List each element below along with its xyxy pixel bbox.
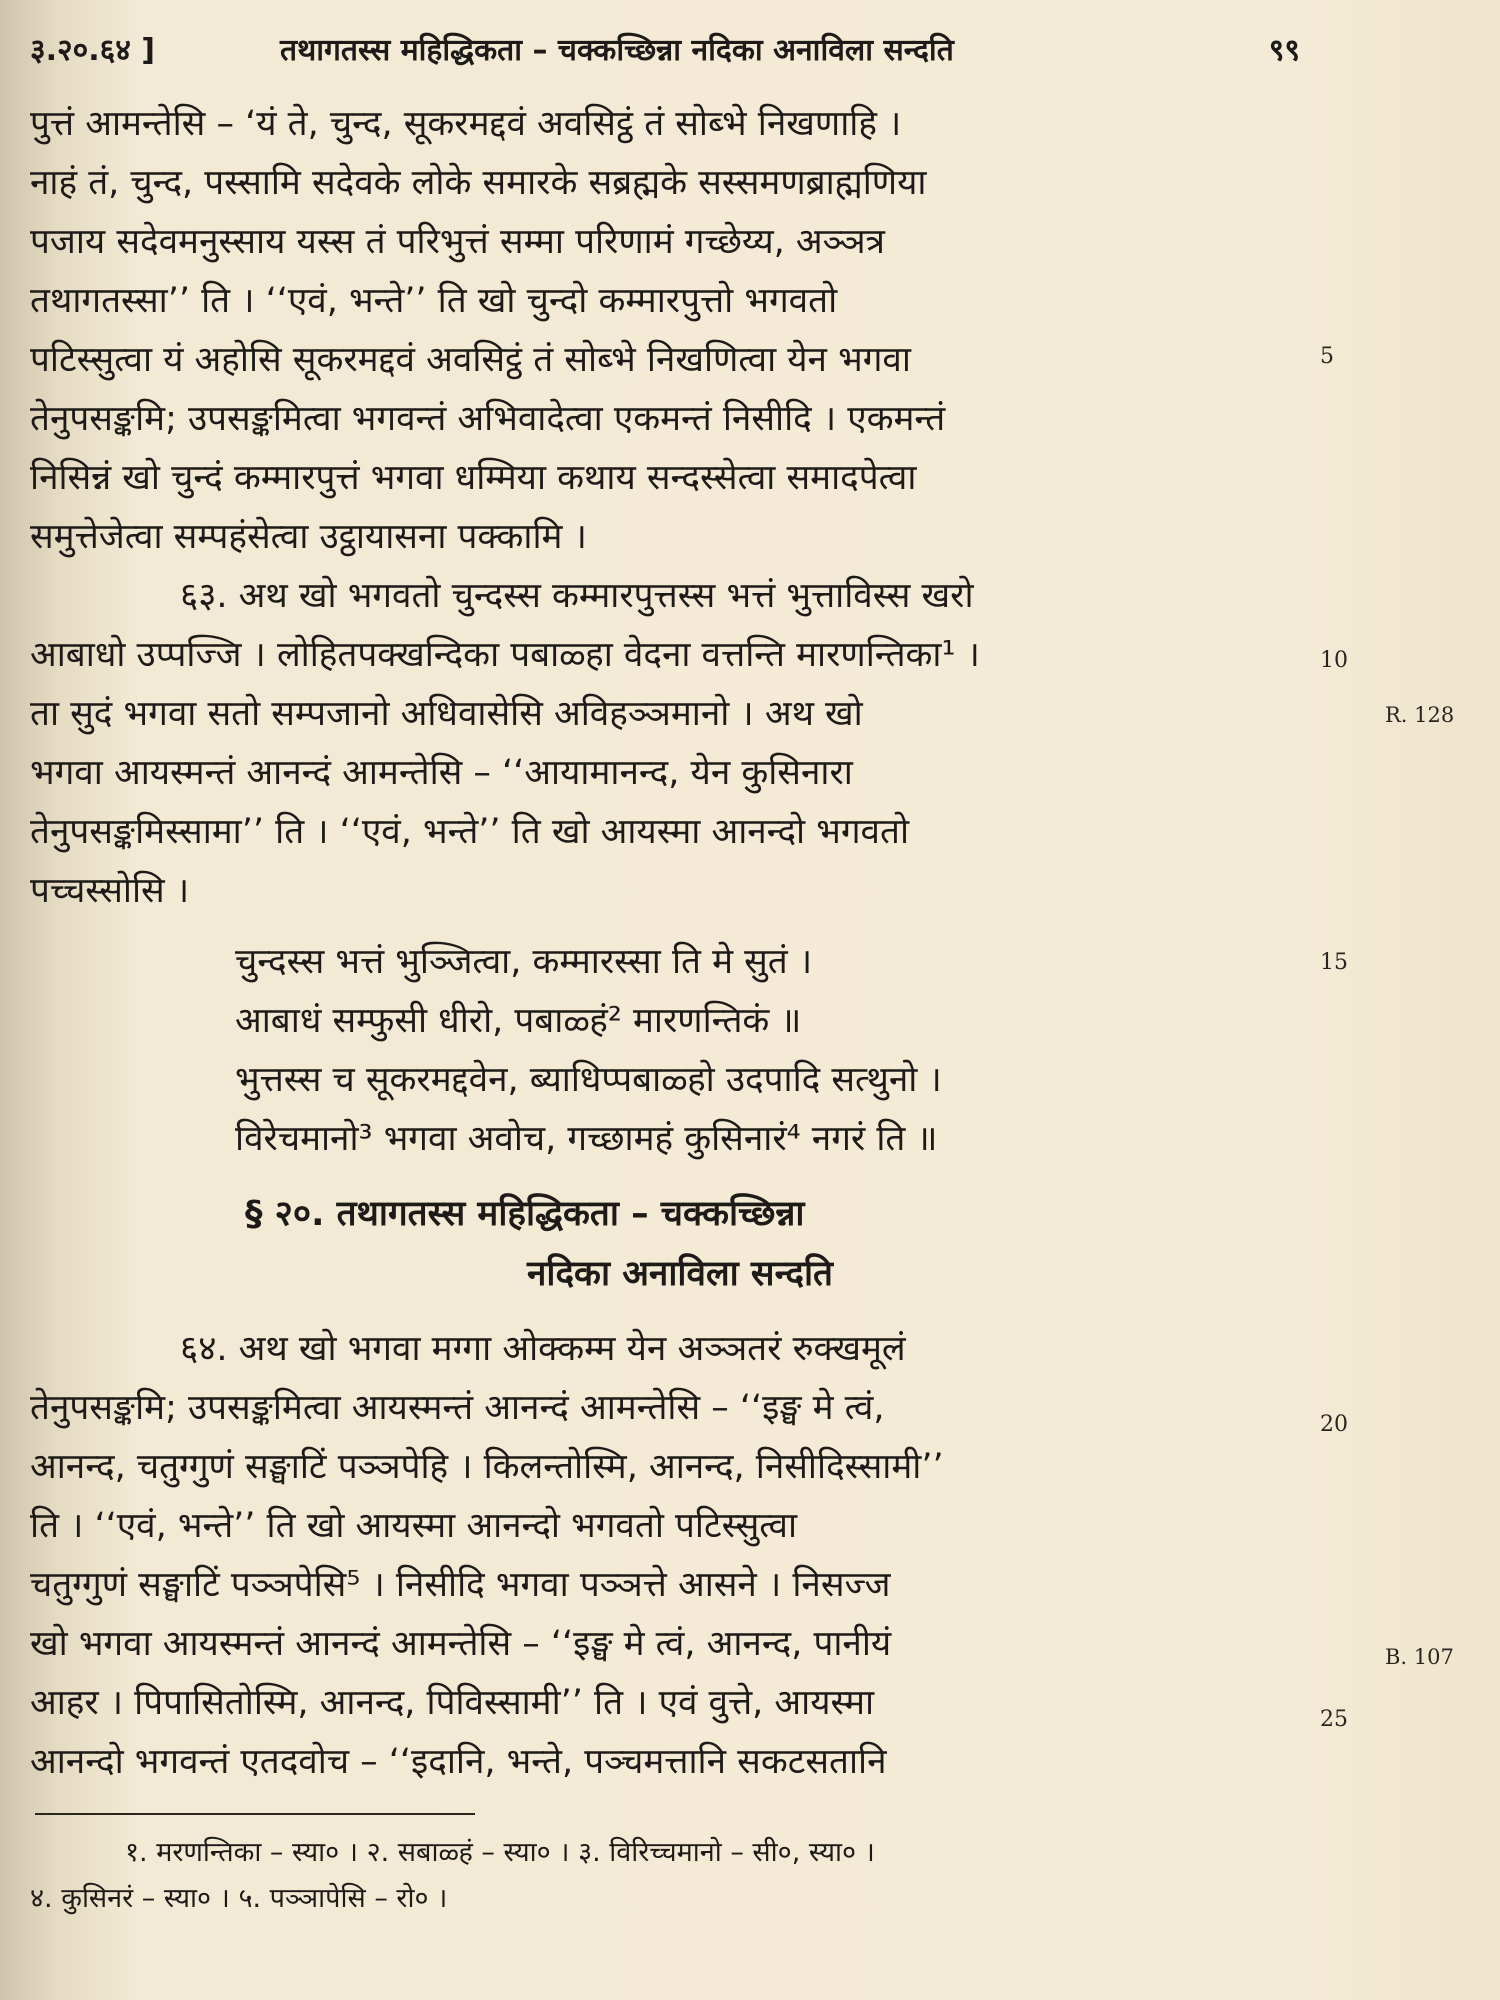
text-line: तेनुपसङ्कमि; उपसङ्कमित्वा आयस्मन्तं आनन्दं आमन्तेसि – ‘‘इङ्घ मे त्वं, [30, 1388, 885, 1428]
footnote-rule [35, 1813, 475, 1815]
footnotes [30, 1830, 1290, 1922]
line-number: 20 [1320, 1412, 1348, 1437]
text-line: आनन्दो भगवन्तं एतदवोच – ‘‘इदानि, भन्ते, पञ्चमत्तानि सकटसतानि [30, 1742, 887, 1782]
margin-ref-r: R. 128 [1385, 703, 1455, 727]
text-line: पजाय सदेवमनुस्साय यस्स तं परिभुत्तं सम्मा परिणामं गच्छेय्य, अञ्ञत्र [30, 222, 885, 262]
header-section-ref: ३.२०.६४ ] [30, 33, 155, 68]
text-line: आनन्द, चतुग्गुणं सङ्घाटिं पञ्ञपेहि । किलन्तोस्मि, आनन्द, निसीदिस्सामी’’ [30, 1447, 944, 1487]
footnote-line: ४. कुसिनरं – स्या० । ५. पञ्ञापेसि – रो० । [30, 1883, 448, 1914]
section-heading-line-1: § २०. तथागतस्स महिद्धिकता – चक्कच्छिन्ना [245, 1194, 805, 1234]
text-line: तथागतस्सा’’ ति । ‘‘एवं, भन्ते’’ ति खो चुन्दो कम्मारपुत्तो भगवतो [30, 281, 838, 321]
verse-line: विरेचमानो³ भगवा अवोच, गच्छामहं कुसिनारं⁴ नगरं ति ॥ [235, 1119, 938, 1159]
verse-block [30, 933, 1290, 1169]
text-line: निसिन्नं खो चुन्दं कम्मारपुत्तं भगवा धम्मिया कथाय सन्दस्सेत्वा समादपेत्वा [30, 458, 917, 498]
text-line: ति । ‘‘एवं, भन्ते’’ ति खो आयस्मा आनन्दो भगवतो पटिस्सुत्वा [30, 1506, 798, 1546]
line-number: 25 [1320, 1707, 1348, 1732]
text-line: पटिस्सुत्वा यं अहोसि सूकरमद्दवं अवसिट्ठं तं सोब्भे निखणित्वा येन भगवा [30, 340, 911, 380]
text-line: चतुग्गुणं सङ्घाटिं पञ्ञपेसि⁵ । निसीदि भगवा पञ्ञत्ते आसने । निसज्ज [30, 1565, 891, 1605]
paragraph-1 [30, 95, 1290, 567]
line-number: 15 [1320, 950, 1348, 975]
text-line: खो भगवा आयस्मन्तं आनन्दं आमन्तेसि – ‘‘इङ्घ मे त्वं, आनन्द, पानीयं [30, 1624, 892, 1664]
page-number: ९९ [1268, 33, 1300, 68]
text-line: ता सुदं भगवा सतो सम्पजानो अधिवासेसि अविहञ्ञमानो । अथ खो [30, 694, 863, 734]
header-title: तथागतस्स महिद्धिकता – चक्कच्छिन्ना नदिका अनाविला सन्दति [280, 33, 954, 68]
text-line: आबाधो उप्पज्जि । लोहितपक्खन्दिका पबाळ्हा वेदना वत्तन्ति मारणन्तिका¹ । [30, 635, 980, 675]
text-line: आहर । पिपासितोस्मि, आनन्द, पिविस्सामी’’ ति । एवं वुत्ते, आयस्मा [30, 1683, 875, 1723]
running-header [30, 22, 1300, 72]
text-line: ६४. अथ खो भगवा मग्गा ओक्कम्म येन अञ्ञतरं रुक्खमूलं [180, 1329, 906, 1369]
text-line: समुत्तेजेत्वा सम्पहंसेत्वा उट्ठायासना पक्कामि । [30, 517, 587, 557]
text-line: भगवा आयस्मन्तं आनन्दं आमन्तेसि – ‘‘आयामानन्द, येन कुसिनारा [30, 753, 853, 793]
text-line: पुत्तं आमन्तेसि – ‘यं ते, चुन्द, सूकरमद्दवं अवसिट्ठं तं सोब्भे निखणाहि । [30, 104, 902, 144]
verse-line: चुन्दस्स भत्तं भुञ्जित्वा, कम्मारस्सा ति मे सुतं । [235, 942, 813, 982]
text-line: तेनुपसङ्कमिस्सामा’’ ति । ‘‘एवं, भन्ते’’ ति खो आयस्मा आनन्दो भगवतो [30, 812, 910, 852]
section-heading-line-2: नदिका अनाविला सन्दति [526, 1254, 834, 1294]
text-line: ६३. अथ खो भगवतो चुन्दस्स कम्मारपुत्तस्स भत्तं भुत्ताविस्स खरो [180, 576, 974, 616]
text-line: नाहं तं, चुन्द, पस्सामि सदेवके लोके समारके सब्रह्मके सस्समणब्राह्मणिया [30, 163, 927, 203]
text-line: पच्चस्सोसि । [30, 871, 190, 911]
paragraph-3 [30, 1320, 1290, 1792]
line-number: 5 [1320, 344, 1334, 369]
paragraph-2 [30, 567, 1290, 921]
line-number: 10 [1320, 648, 1348, 673]
main-text [30, 95, 1290, 1782]
footnote-line: १. मरणन्तिका – स्या० । २. सबाळ्हं – स्या० । ३. विरिच्चमानो – सी०, स्या० । [125, 1837, 875, 1868]
verse-line: भुत्तस्स च सूकरमद्दवेन, ब्याधिप्पबाळ्हो उदपादि सत्थुनो । [235, 1060, 942, 1100]
text-line: तेनुपसङ्कमि; उपसङ्कमित्वा भगवन्तं अभिवादेत्वा एकमन्तं निसीदि । एकमन्तं [30, 399, 946, 439]
verse-line: आबाधं सम्फुसी धीरो, पबाळ्हं² मारणन्तिकं ॥ [235, 1001, 802, 1041]
margin-ref-b: B. 107 [1385, 1645, 1454, 1669]
